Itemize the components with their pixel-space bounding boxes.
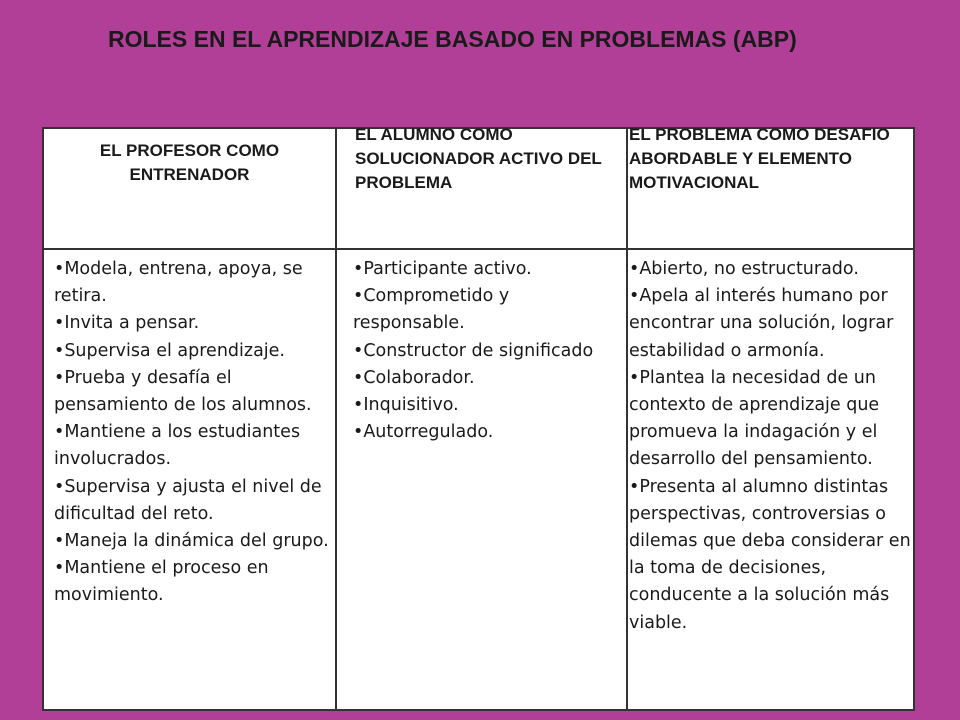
- list-item-text: Comprometido y responsable.: [353, 286, 510, 334]
- bullet: •: [54, 531, 65, 552]
- list-item-text: Apela al interés humano por encontrar una solución, lograr estabilidad o armonía.: [629, 286, 894, 361]
- list-item-text: Maneja la dinámica del grupo.: [64, 531, 329, 552]
- bullet: •: [629, 259, 640, 279]
- list-item: [629, 365, 913, 474]
- bullet: •: [54, 367, 65, 388]
- list-item: [353, 392, 624, 419]
- bullet: •: [629, 367, 640, 388]
- header-alumno: EL ALUMNO COMO SOLUCIONADOR ACTIVO DEL PROBLEMA: [355, 125, 602, 192]
- bullet: •: [353, 395, 364, 416]
- bullet: •: [54, 313, 65, 334]
- list-item: [629, 256, 913, 283]
- list-item-text: Participante activo.: [363, 259, 532, 279]
- column-problema: [628, 250, 915, 709]
- header-problema: EL PROBLEMA COMO DESAFIO ABORDABLE Y ELEMENTO MOTIVACIONAL: [629, 125, 890, 192]
- list-item-text: Mantiene a los estudiantes involucrados.: [54, 422, 301, 470]
- bullet: •: [353, 367, 364, 388]
- list-item-text: Prueba y desafía el pensamiento de los alumnos.: [54, 367, 312, 416]
- list-item-text: Autorregulado.: [363, 422, 494, 443]
- list-item: [54, 310, 331, 337]
- list-item: [353, 256, 624, 283]
- bullet: •: [54, 422, 65, 443]
- list-item: [54, 419, 331, 473]
- list-item: [54, 528, 331, 555]
- list-item: [353, 365, 624, 392]
- bullet: •: [353, 286, 364, 307]
- roles-table: [42, 127, 915, 711]
- list-item: [353, 283, 624, 337]
- list-item-text: Presenta al alumno distintas perspectivas, controversias o dilemas que deba considerar en la toma de decisiones, conducente a la solución más viable.: [629, 476, 911, 633]
- list-item: [54, 365, 331, 419]
- list-item: [353, 419, 624, 446]
- bullet: •: [629, 476, 640, 497]
- bullet: •: [54, 340, 65, 361]
- bullet: •: [353, 259, 364, 279]
- list-item-text: Colaborador.: [363, 367, 475, 388]
- list-item: [54, 338, 331, 365]
- list-item: [629, 474, 913, 637]
- bullet: •: [54, 259, 65, 279]
- list-item: [353, 338, 624, 365]
- list-item-text: Inquisitivo.: [363, 395, 459, 416]
- list-item: [629, 283, 913, 365]
- list-item-text: Modela, entrena, apoya, se retira.: [54, 259, 303, 307]
- bullet: •: [54, 476, 65, 497]
- bullet: •: [353, 422, 364, 443]
- bullet: •: [353, 340, 364, 361]
- list-item-text: Plantea la necesidad de un contexto de aprendizaje que promueva la indagación y el desarrollo del pensamiento.: [629, 367, 880, 470]
- list-item-text: Constructor de significado: [363, 340, 594, 361]
- list-item-text: Abierto, no estructurado.: [639, 259, 859, 279]
- bullet: •: [54, 558, 65, 579]
- header-profesor: EL PROFESOR COMO ENTRENADOR: [99, 141, 280, 184]
- list-item: [54, 555, 331, 609]
- list-item-text: Supervisa el aprendizaje.: [64, 340, 285, 361]
- list-item: [54, 256, 331, 310]
- list-item: [54, 474, 331, 528]
- list-item-text: Mantiene el proceso en movimiento.: [54, 558, 269, 606]
- list-item-text: Supervisa y ajusta el nivel de dificultad del reto.: [54, 476, 322, 524]
- column-profesor: [46, 250, 335, 709]
- slide-title: ROLES EN EL APRENDIZAJE BASADO EN PROBLEMAS (ABP): [108, 26, 797, 52]
- list-item-text: Invita a pensar.: [64, 313, 200, 334]
- column-alumno: [337, 250, 626, 709]
- bullet: •: [629, 286, 640, 307]
